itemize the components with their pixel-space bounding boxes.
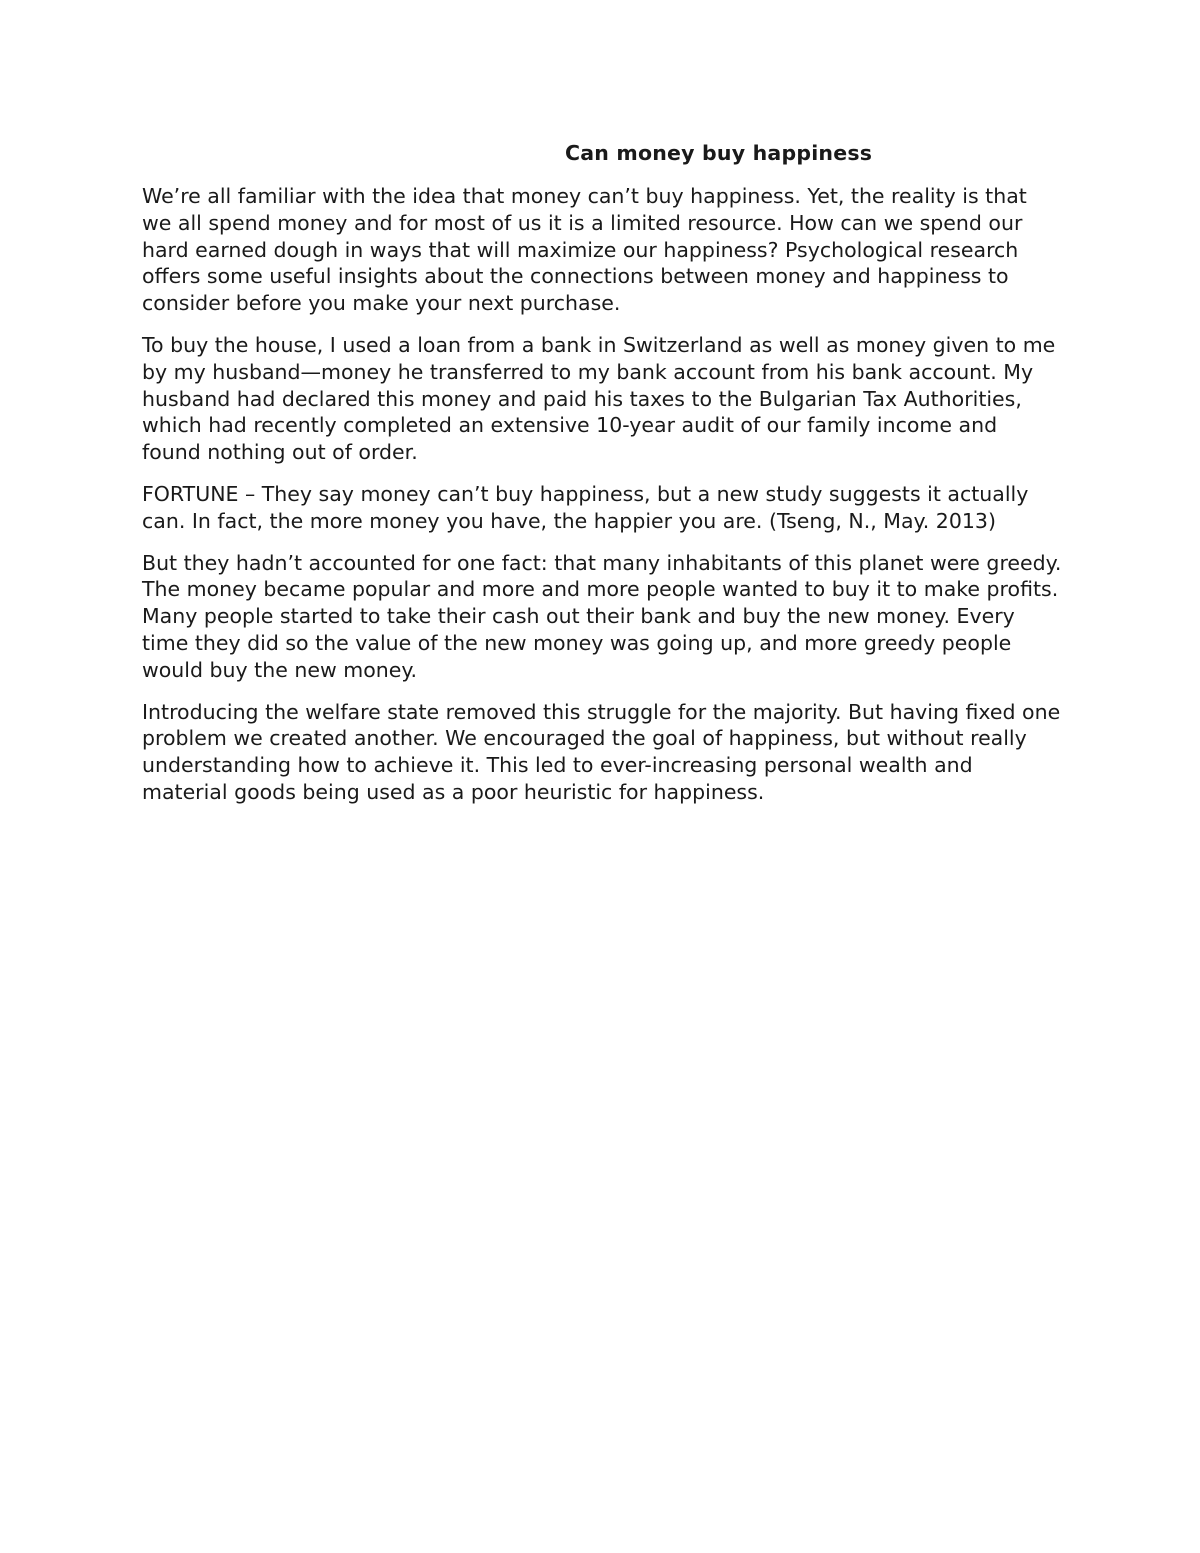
paragraph-2: To buy the house, I used a loan from a bank in Switzerland as well as money given to me by my husband—money he transferred to my bank account from his bank account. My husband had declared this money and paid his taxes to the Bulgarian Tax Authorities, which had recently completed an extensive 10-year audit of our family income and found nothing out of order. xyxy=(142,332,1056,465)
paragraph-5: Introducing the welfare state removed this struggle for the majority. But having fixed one problem we created another. We encouraged the goal of happiness, but without really understanding how to achieve it. This led to ever-increasing personal wealth and material goods being used as a poor heuristic for happiness. xyxy=(142,699,1061,804)
paragraph-3: FORTUNE – They say money can’t buy happiness, but a new study suggests it actually can. In fact, the more money you have, the happier you are. (Tseng, N., May. 2013) xyxy=(142,481,1029,533)
document-title: Can money buy happiness xyxy=(565,141,873,165)
paragraph-4: But they hadn’t accounted for one fact: that many inhabitants of this planet were greedy. The money became popular and more and more people wanted to buy it to make profits. Many people started to take their cash out their bank and buy the new money. Every time they did so the value of the new money was going up, and more greedy people would buy the new money. xyxy=(142,550,1062,682)
paragraph-1: We’re all familiar with the idea that money can’t buy happiness. Yet, the reality is that we all spend money and for most of us it is a limited resource. How can we spend our hard earned dough in ways that will maximize our happiness? Psychological research offers some useful insights about the connections between money and happiness to consider before you make your next purchase. xyxy=(142,184,1027,316)
document-body xyxy=(142,139,1062,821)
